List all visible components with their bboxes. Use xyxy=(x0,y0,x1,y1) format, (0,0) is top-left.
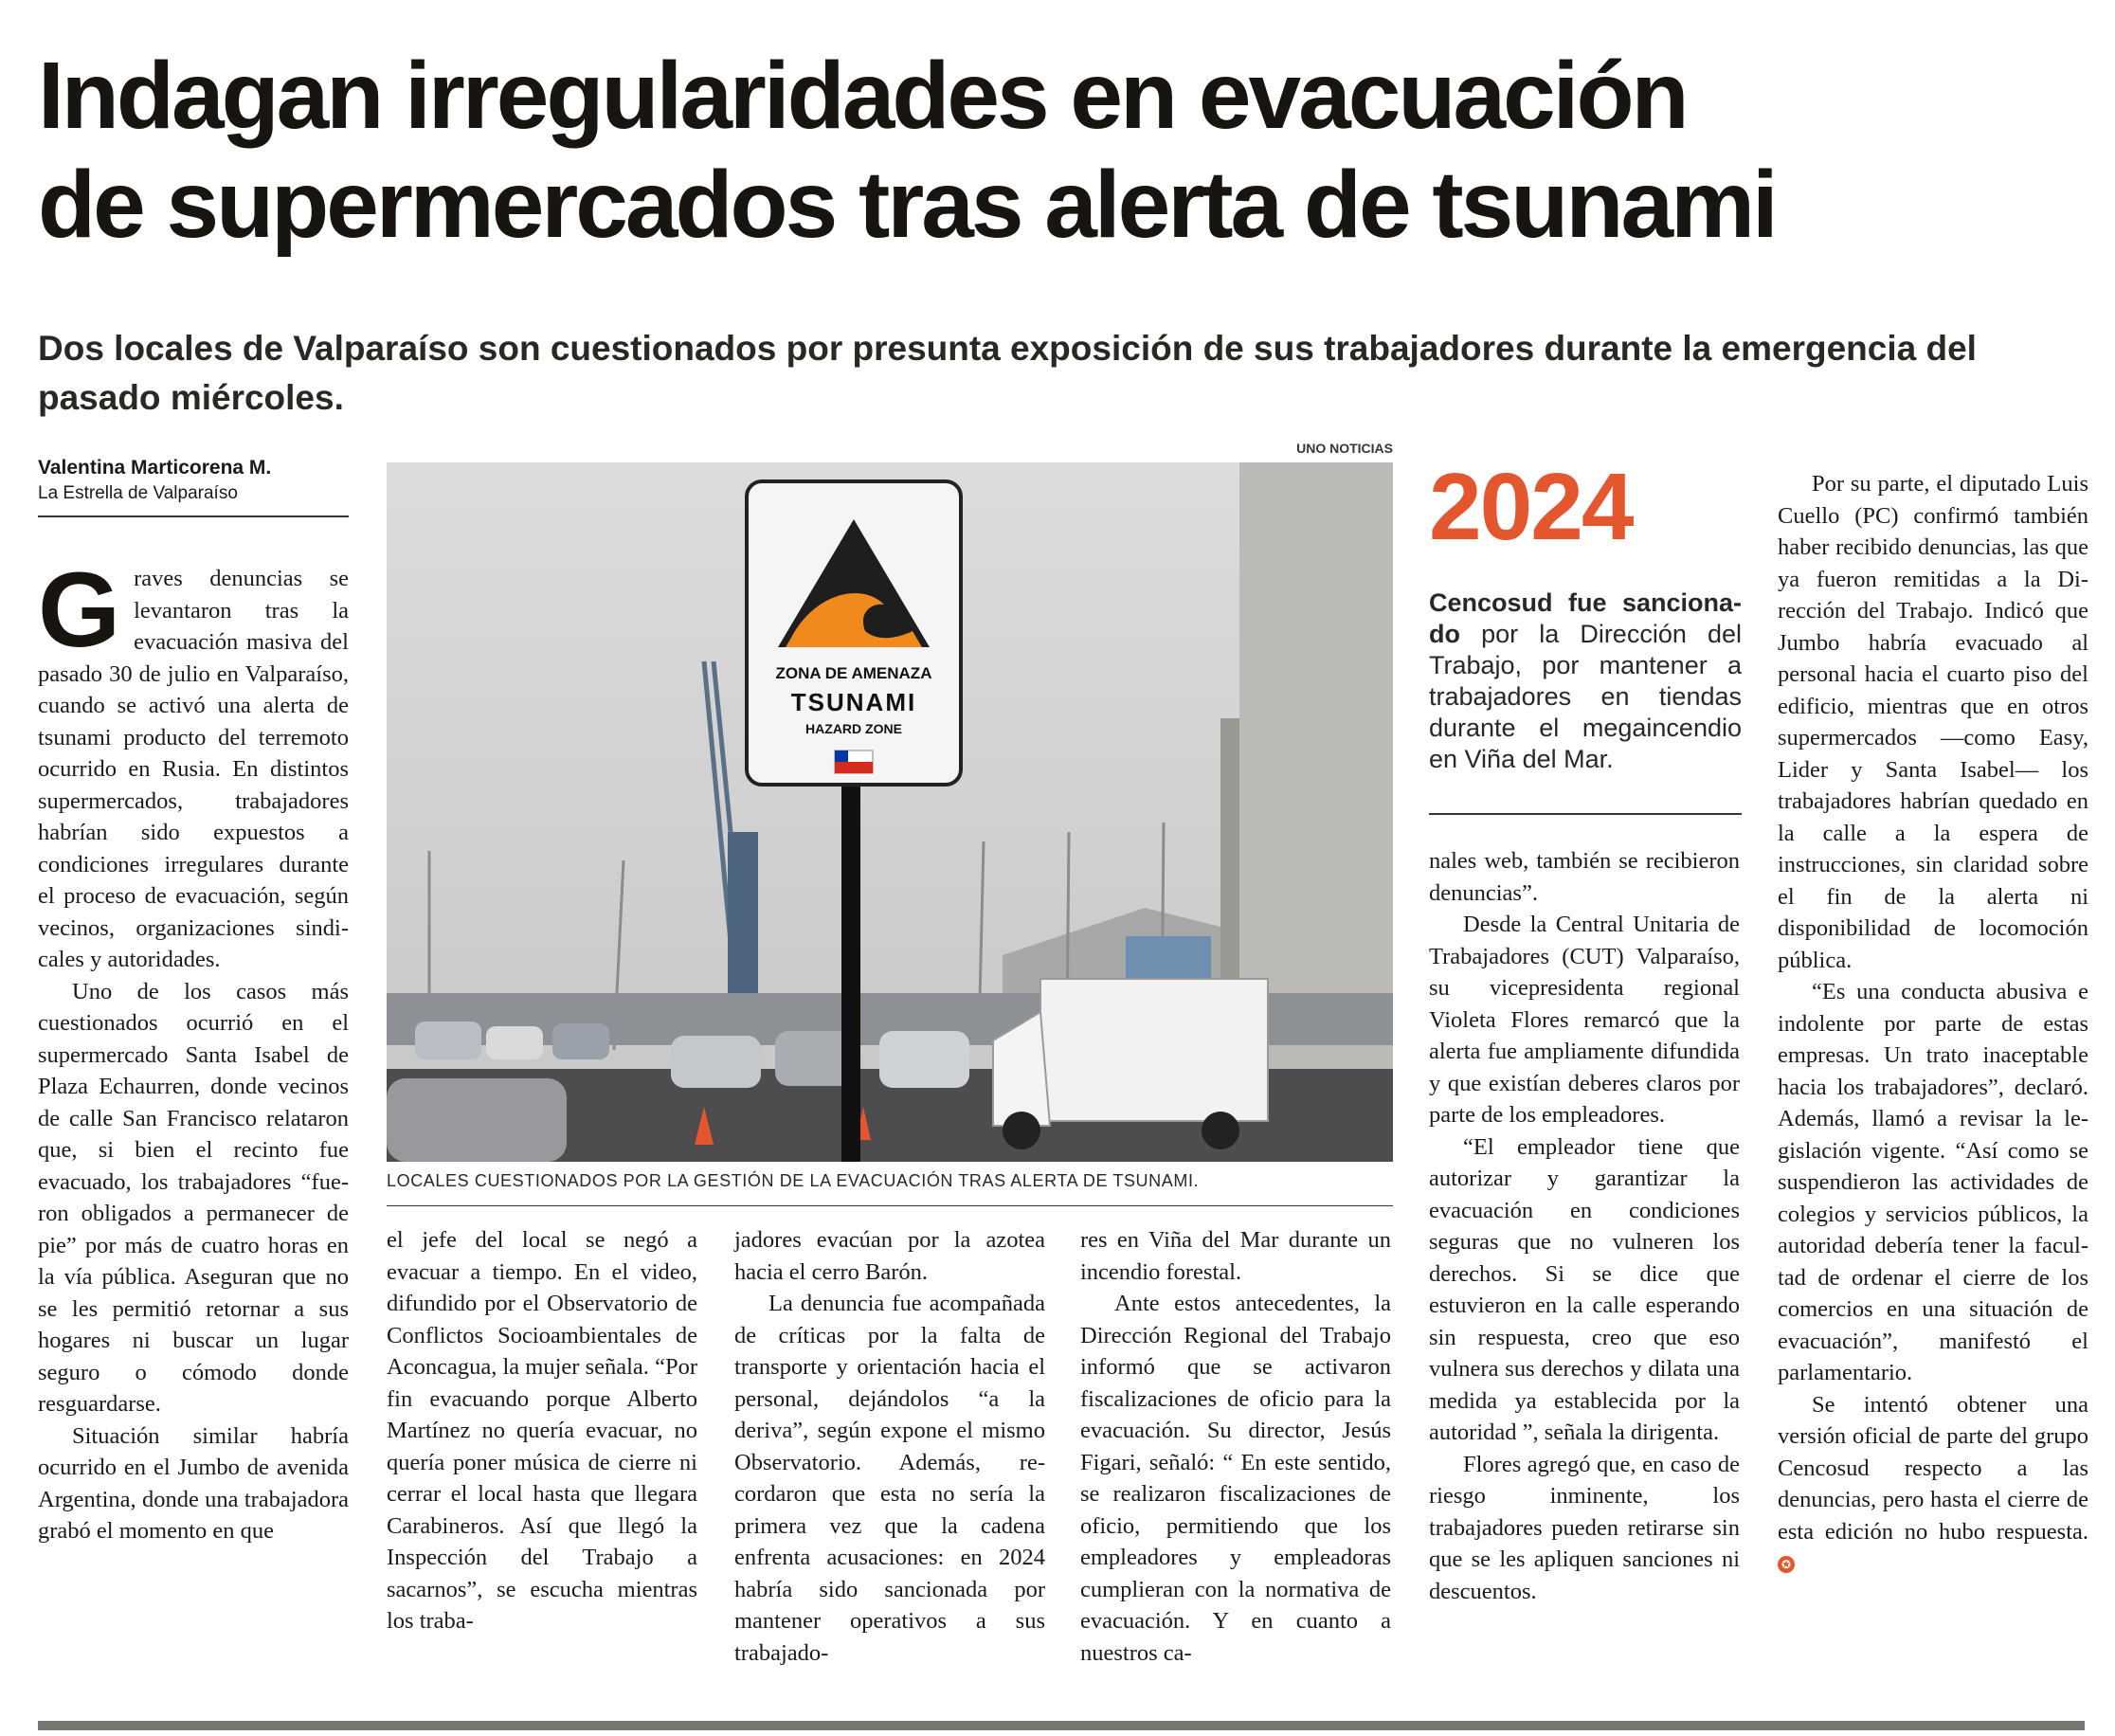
sign-line-1: ZONA DE AMENAZA xyxy=(775,664,932,682)
paragraph: Desde la Central Unitaria de Trabajadores (CUT) Valparaíso, su vicepresidenta regional Violeta Flores remarcó que la alerta fue ampliamente difundida y que existían deberes claros por parte de los empleadores. xyxy=(1429,912,1740,1128)
photo-crane-tower xyxy=(728,832,758,1012)
headline xyxy=(38,42,2085,260)
drop-cap: G xyxy=(38,551,121,669)
paragraph: nales web, también se recibieron denuncias”. xyxy=(1429,848,1740,906)
paragraph: “Es una conducta abusiva e indolente por parte de estas empresas. Un trato inaceptable hacia los trabajadores”, declaró. Además, llamó a revisar la legislación vigente. “Así como se suspendieron las actividades de colegios y servicios públicos, la autoridad debería tener la facultad de ordenar el cierre de los comercios en una situación de evacuación”, manifestó el parlamentario. xyxy=(1778,979,2088,1385)
paragraph: La denuncia fue acompañada de críticas por la falta de transporte y orientación hacia el personal, dejándolos “a la deriva”, según expone el mismo Observatorio. Además, recordaron que esta no sería la primera vez que la cadena enfrenta acusaciones: en 2024 habría sido sancionada por mantener operativos a sus trabajado- xyxy=(734,1291,1045,1666)
callout-box xyxy=(1429,455,1742,775)
callout-text xyxy=(1429,588,1742,775)
paragraph: jadores evacúan por la azotea hacia el cerro Barón. xyxy=(734,1227,1045,1285)
callout-divider xyxy=(1429,813,1742,815)
article-column-4 xyxy=(1080,1224,1391,1669)
callout-year: 2024 xyxy=(1429,454,1633,560)
article-column-3 xyxy=(734,1224,1045,1669)
callout-text-bold: Cencosud fue sancionado xyxy=(1429,588,1742,648)
paragraph xyxy=(38,551,349,976)
byline-source: La Estrella de Valparaíso xyxy=(38,483,238,503)
paragraph xyxy=(1778,1389,2088,1580)
tsunami-sign xyxy=(747,481,961,785)
deck: Dos locales de Valparaíso son cuestionados por presunta exposición de sus trabajadores durante la emergencia del pasado miércoles. xyxy=(38,329,1977,417)
article-column-2 xyxy=(387,1224,697,1637)
sign-line-2: TSUNAMI xyxy=(790,688,917,716)
footer-bar xyxy=(38,1721,2085,1730)
photo-credit: UNO NOTICIAS xyxy=(1296,441,1393,456)
paragraph: Situación similar habría ocurrido en el Jumbo de avenida Argentina, donde una trabajadora grabó el momento en que xyxy=(38,1422,349,1544)
photo-caption: LOCALES CUESTIONADOS POR LA GESTIÓN DE LA EVACUACIÓN TRAS ALERTA DE TSUNAMI. xyxy=(387,1171,1200,1190)
paragraph: res en Viña del Mar durante un incendio forestal. xyxy=(1080,1227,1391,1285)
paragraph: Ante estos antecedentes, la Dirección Regional del Trabajo informó que se activaron fiscalizaciones de oficio para la evacuación. Su director, Jesús Figari, señaló: “ En este sentido, se realizaron fiscalizaciones de oficio, permitiendo que los empleadores y empleadoras cumplieran con la normativa de evacuación. Y en cuanto a nuestros ca- xyxy=(1080,1291,1391,1666)
paragraph: Flores agregó que, en caso de riesgo inminente, los trabajadores pueden retirarse sin que se les apliquen sanciones ni descuentos. xyxy=(1429,1451,1740,1604)
article-column-1 xyxy=(38,551,349,1547)
paragraph: el jefe del local se negó a evacuar a tiempo. En el video, difundido por el Observatorio de Conflictos Socioambientales de Aconcagua, la mujer señala. “Por fin evacuando porque Alberto Martínez no quería evacuar, no quería poner música de cierre ni cerrar el local hasta que llegara Carabineros. Así que llegó la Inspección del Trabajo a sacarnos”, se escucha mientras los traba- xyxy=(387,1227,697,1634)
byline xyxy=(38,455,349,517)
article-photo xyxy=(387,462,1393,1162)
paragraph-text: raves denuncias se levantaron tras la evacuación masiva del pasado 30 de julio en Valparaíso, cuando se activó una alerta de tsunami producto del terremoto ocurrido en Rusia. En distintos supermercados, trabajadores habrían sido expuestos a condiciones irregulares durante el proceso de evacuación, según vecinos, organizaciones sindicales y autoridades. xyxy=(38,566,349,972)
byline-author: Valentina Marticorena M. xyxy=(38,457,272,479)
paragraph: “El empleador tiene que autorizar y garantizar la evacuación en condiciones seguras que no vulneren los derechos. Si se dice que estuvieron en la calle esperando sin respuesta, creo que eso vulnera sus derechos y dilata una medida ya establecida por la autoridad ”, señala la dirigenta. xyxy=(1429,1133,1740,1445)
headline-line-2: de supermercados tras alerta de tsunami xyxy=(38,152,1776,258)
end-of-article-icon: ✪ xyxy=(1778,1556,1795,1573)
article-column-5 xyxy=(1429,845,1740,1607)
paragraph: Uno de los casos más cuestionados ocurrió en el supermercado Santa Isabel de Plaza Echaurren, donde vecinos de calle San Francisco relataron que, si bien el recinto fue evacuado, los trabajadores “fueron obligados a permanecer de pie” por más de cuatro horas en la vía pública. Aseguran que no se les permitió retornar a sus hogares ni buscar un lugar seguro o cómodo donde resguardarse. xyxy=(38,978,349,1417)
sign-line-3: HAZARD ZONE xyxy=(805,721,902,736)
paragraph-text: Se intentó obtener una versión oficial de parte del grupo Cencosud respecto a las denuncias, pero hasta el cierre de esta edición no hubo respuesta. xyxy=(1778,1391,2088,1545)
headline-line-1: Indagan irregularidades en evacuación xyxy=(38,43,1687,149)
callout-text-rest: por la Dirección del Trabajo, por mantener a trabajadores en tiendas durante el megaincendio en Viña del Mar. xyxy=(1429,620,1742,773)
sign-pole xyxy=(841,766,860,1162)
caption-divider xyxy=(387,1205,1393,1206)
article-column-6 xyxy=(1778,468,2088,1580)
paragraph: Por su parte, el diputado Luis Cuello (PC) confirmó también haber recibido denuncias, las que ya fueron remitidas a la Dirección del Trabajo. Indicó que Jumbo habría evacuado al personal hacia el cuarto piso del edificio, mientras que en otros supermercados —como Easy, Lider y Santa Isabel— los trabajadores habrían quedado en la calle a la espera de instrucciones, sin claridad sobre el fin de la alerta ni disponibilidad de locomoción pública. xyxy=(1778,471,2088,973)
